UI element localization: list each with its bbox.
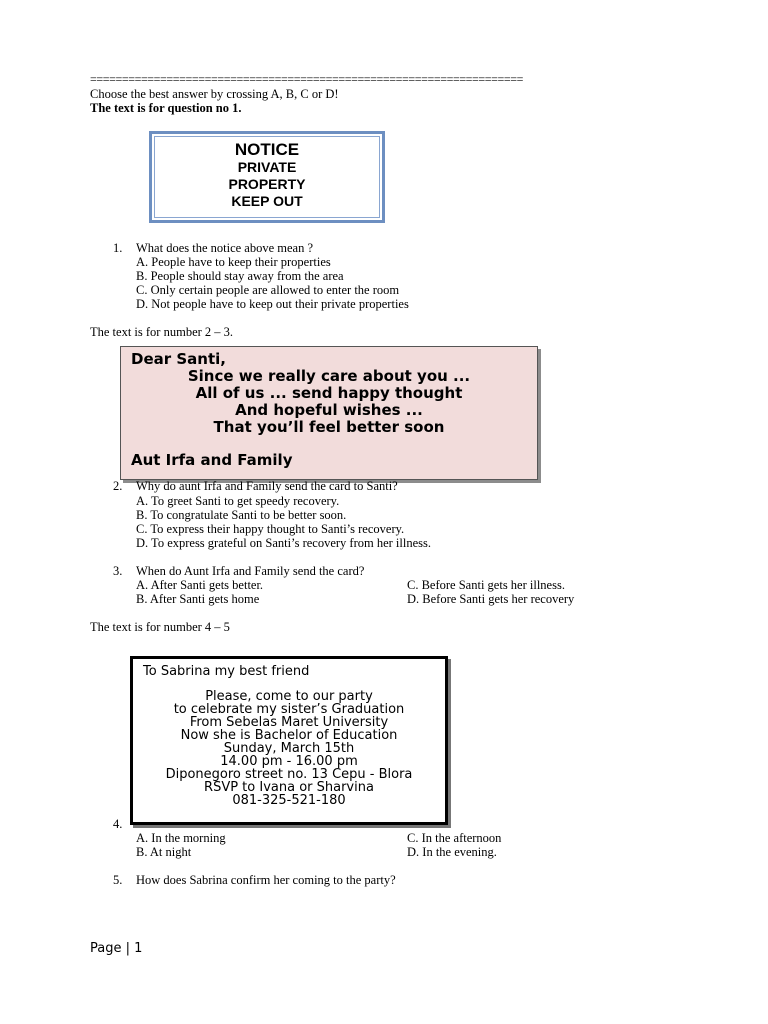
- answer-option[interactable]: A. In the morning: [136, 831, 226, 845]
- invitation-line: Diponegoro street no. 13 Cepu - Blora: [165, 767, 413, 782]
- answer-option[interactable]: C. In the afternoon: [407, 831, 502, 845]
- question-number: 1.: [113, 241, 123, 255]
- answer-option[interactable]: C. Before Santi gets her illness.: [407, 578, 565, 592]
- answer-option[interactable]: B. To congratulate Santi to be better soon.: [136, 508, 347, 522]
- answer-option[interactable]: B. People should stay away from the area: [136, 269, 344, 283]
- card-line: That you’ll feel better soon: [213, 418, 445, 436]
- card-line: All of us ... send happy thought: [195, 384, 463, 402]
- question-text: When do Aunt Irfa and Family send the card?: [136, 564, 365, 578]
- answer-option[interactable]: C. Only certain people are allowed to enter the room: [136, 283, 400, 297]
- card-line: And hopeful wishes ...: [235, 401, 423, 419]
- question-number: 4.: [113, 817, 123, 831]
- answer-option[interactable]: A. After Santi gets better.: [136, 578, 264, 592]
- answer-option[interactable]: D. To express grateful on Santi’s recovery from her illness.: [136, 536, 432, 550]
- answer-option[interactable]: D. In the evening.: [407, 845, 497, 859]
- card-line: Since we really care about you ...: [187, 367, 471, 385]
- answer-option[interactable]: D. Not people have to keep out their private properties: [136, 297, 409, 311]
- answer-option[interactable]: B. At night: [136, 845, 192, 859]
- notice-line: KEEP OUT: [231, 193, 303, 209]
- question-text: What does the notice above mean ?: [136, 241, 314, 255]
- answer-option[interactable]: A. People have to keep their properties: [136, 255, 331, 269]
- page-number: Page | 1: [90, 941, 143, 956]
- question-number: 2.: [113, 479, 123, 493]
- invitation-line: 14.00 pm - 16.00 pm: [220, 754, 358, 769]
- invitation-line: RSVP to Ivana or Sharvina: [204, 780, 374, 795]
- answer-option[interactable]: A. To greet Santi to get speedy recovery.: [136, 494, 340, 508]
- notice-line: PRIVATE: [237, 159, 297, 175]
- notice-box: [149, 131, 385, 223]
- question-number: 3.: [113, 564, 123, 578]
- invitation-line: Please, come to our party: [205, 689, 373, 704]
- invitation-line: to celebrate my sister’s Graduation: [173, 702, 405, 717]
- question-1-intro: The text is for question no 1.: [90, 101, 242, 115]
- invitation-line: 081-325-521-180: [232, 793, 346, 808]
- answer-option[interactable]: B. After Santi gets home: [136, 592, 260, 606]
- answer-option[interactable]: D. Before Santi gets her recovery: [407, 592, 575, 606]
- get-well-card: [120, 346, 538, 480]
- question-2-3-intro: The text is for number 2 – 3.: [90, 325, 234, 339]
- invitation-recipient: To Sabrina my best friend: [143, 664, 310, 679]
- notice-title: NOTICE: [234, 140, 300, 159]
- invitation-line: From Sebelas Maret University: [189, 715, 389, 730]
- question-text: Why do aunt Irfa and Family send the card to Santi?: [136, 479, 398, 493]
- card-greeting: Dear Santi,: [131, 350, 226, 368]
- invitation-line: Now she is Bachelor of Education: [180, 728, 398, 743]
- notice-line: PROPERTY: [228, 176, 306, 192]
- party-invitation: [130, 656, 448, 825]
- question-number: 5.: [113, 873, 123, 887]
- answer-option[interactable]: C. To express their happy thought to Santi’s recovery.: [136, 522, 405, 536]
- card-signature: Aut Irfa and Family: [131, 451, 293, 469]
- separator-rule: ====================================================================: [90, 72, 523, 86]
- invitation-line: Sunday, March 15th: [223, 741, 355, 756]
- instructions: Choose the best answer by crossing A, B, C or D!: [90, 87, 339, 101]
- question-4-5-intro: The text is for number 4 – 5: [90, 620, 230, 634]
- question-text: How does Sabrina confirm her coming to the party?: [136, 873, 396, 887]
